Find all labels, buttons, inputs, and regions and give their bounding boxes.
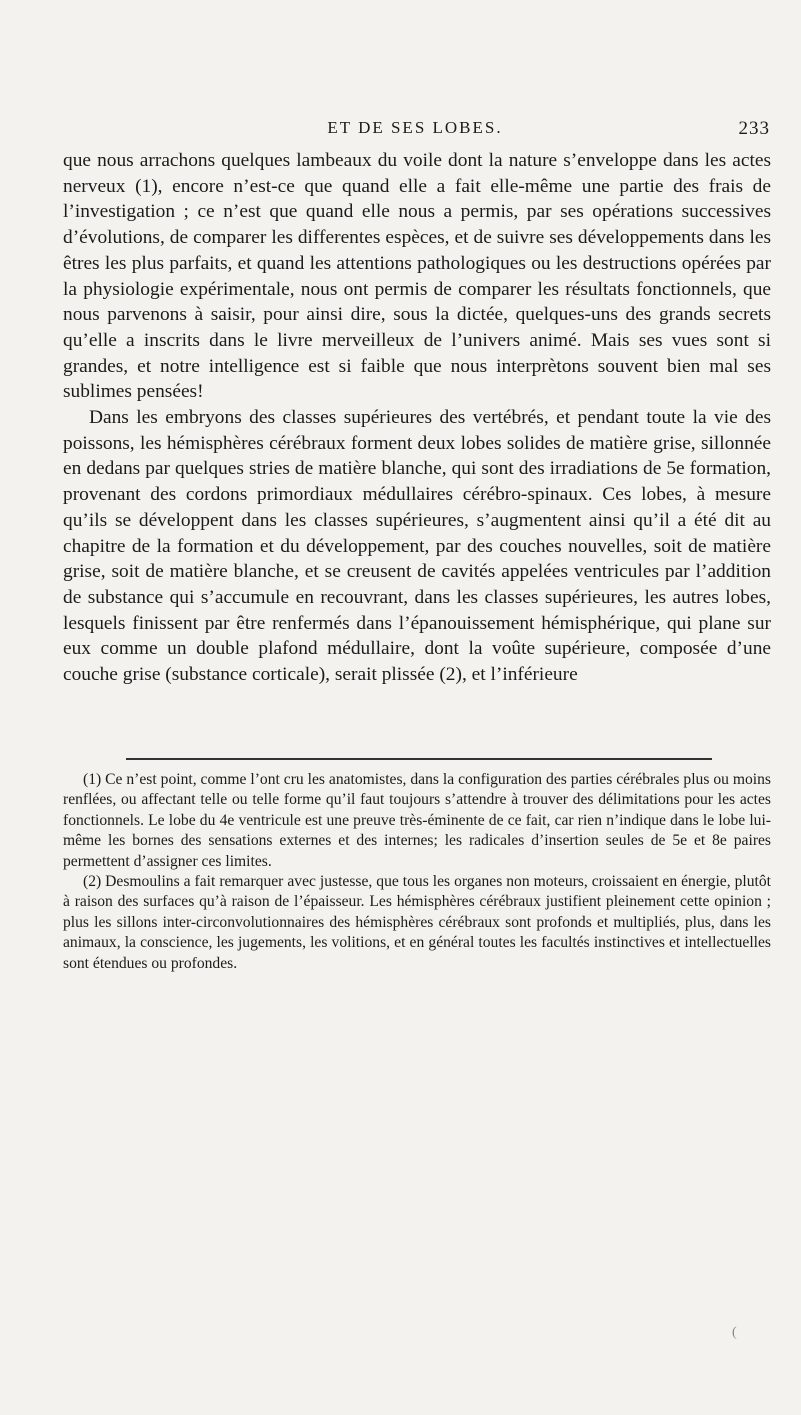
paragraph-2: Dans les embryons des classes supérieures des vertébrés, et pendant toute la vie des poissons, les hémisphères cérébraux forment deux lobes solides de matière grise, sillonnée en dedans par quelques stries de matière blanche, qui sont des irradiations de 5e formation, provenant des cordons primordiaux médullaires cérébro-spinaux. Ces lobes, à mesure qu’ils se développent dans les classes supérieures, s’augmentent ainsi qu’il a été dit au chapitre de la formation et du développement, par des couches nouvelles, soit de matière grise, soit de matière blanche, et se creusent de cavités appelées ventricules par l’addition de substance qui s’accumule en recouvrant, dans les classes supérieures, les autres lobes, lesquels finissent par être renfermés dans l’épanouissement hémisphérique, qui plane sur eux comme un double plafond médullaire, dont la voûte supérieure, composée d’une couche grise (substance corticale), serait plissée (2), et l’inférieure [63,407,771,686]
footnote-separator [126,758,712,760]
running-title: ET DE SES LOBES. [327,118,503,137]
margin-mark: ( [732,1325,737,1340]
page-header [60,118,770,146]
main-text [63,148,771,688]
footnote-2: (2) Desmoulins a fait remarquer avec justesse, que tous les organes non moteurs, croissaient en énergie, plutôt à raison des surfaces qu’à raison de l’épaisseur. Les hémisphères cérébraux justifient pleinement cette opinion ; plus les sillons inter-circonvolutionnaires des hémisphères cérébraux sont profonds et multipliés, plus, dans les animaux, la conscience, les jugements, les volitions, et en général toutes les facultés instinctives et intellectuelles sont étendues ou profondes. [63,873,771,972]
page-number: 233 [738,118,770,139]
paragraph-1: que nous arrachons quelques lambeaux du voile dont la nature s’enveloppe dans les actes nerveux (1), encore n’est-ce que quand elle a fait elle-même une partie des frais de l’investigation ; ce n’est que quand elle nous a permis, par ses opérations successives d’évolutions, de comparer les differentes espèces, et de suivre ses développements dans les êtres les plus parfaits, et quand les attentions pathologiques ou les destructions opérées par la physiologie expérimentale, nous ont permis de comparer les résultats fonctionnels, que nous parvenons à saisir, pour ainsi dire, sous la dictée, quelques-uns des grands secrets qu’elle a inscrits dans le livre merveilleux de l’univers animé. Mais ses vues sont si grandes, et notre intelligence est si faible que nous interprètons souvent bien mal ses sublimes pensées! [63,150,771,403]
footnote-1: (1) Ce n’est point, comme l’ont cru les anatomistes, dans la configuration des parties cérébrales plus ou moins renflées, ou affectant telle ou telle forme qu’il faut toujours s’attendre à trouver des délimitations pour les actes fonctionnels. Le lobe du 4e ventricule est une preuve très-éminente de ce fait, car rien n’indique dans le lobe lui-même les bornes des sensations externes et des internes; les radicales d’insertion seules de 5e et 8e paires permettent d’assigner ces limites. [63,771,771,870]
footnotes [63,770,771,974]
